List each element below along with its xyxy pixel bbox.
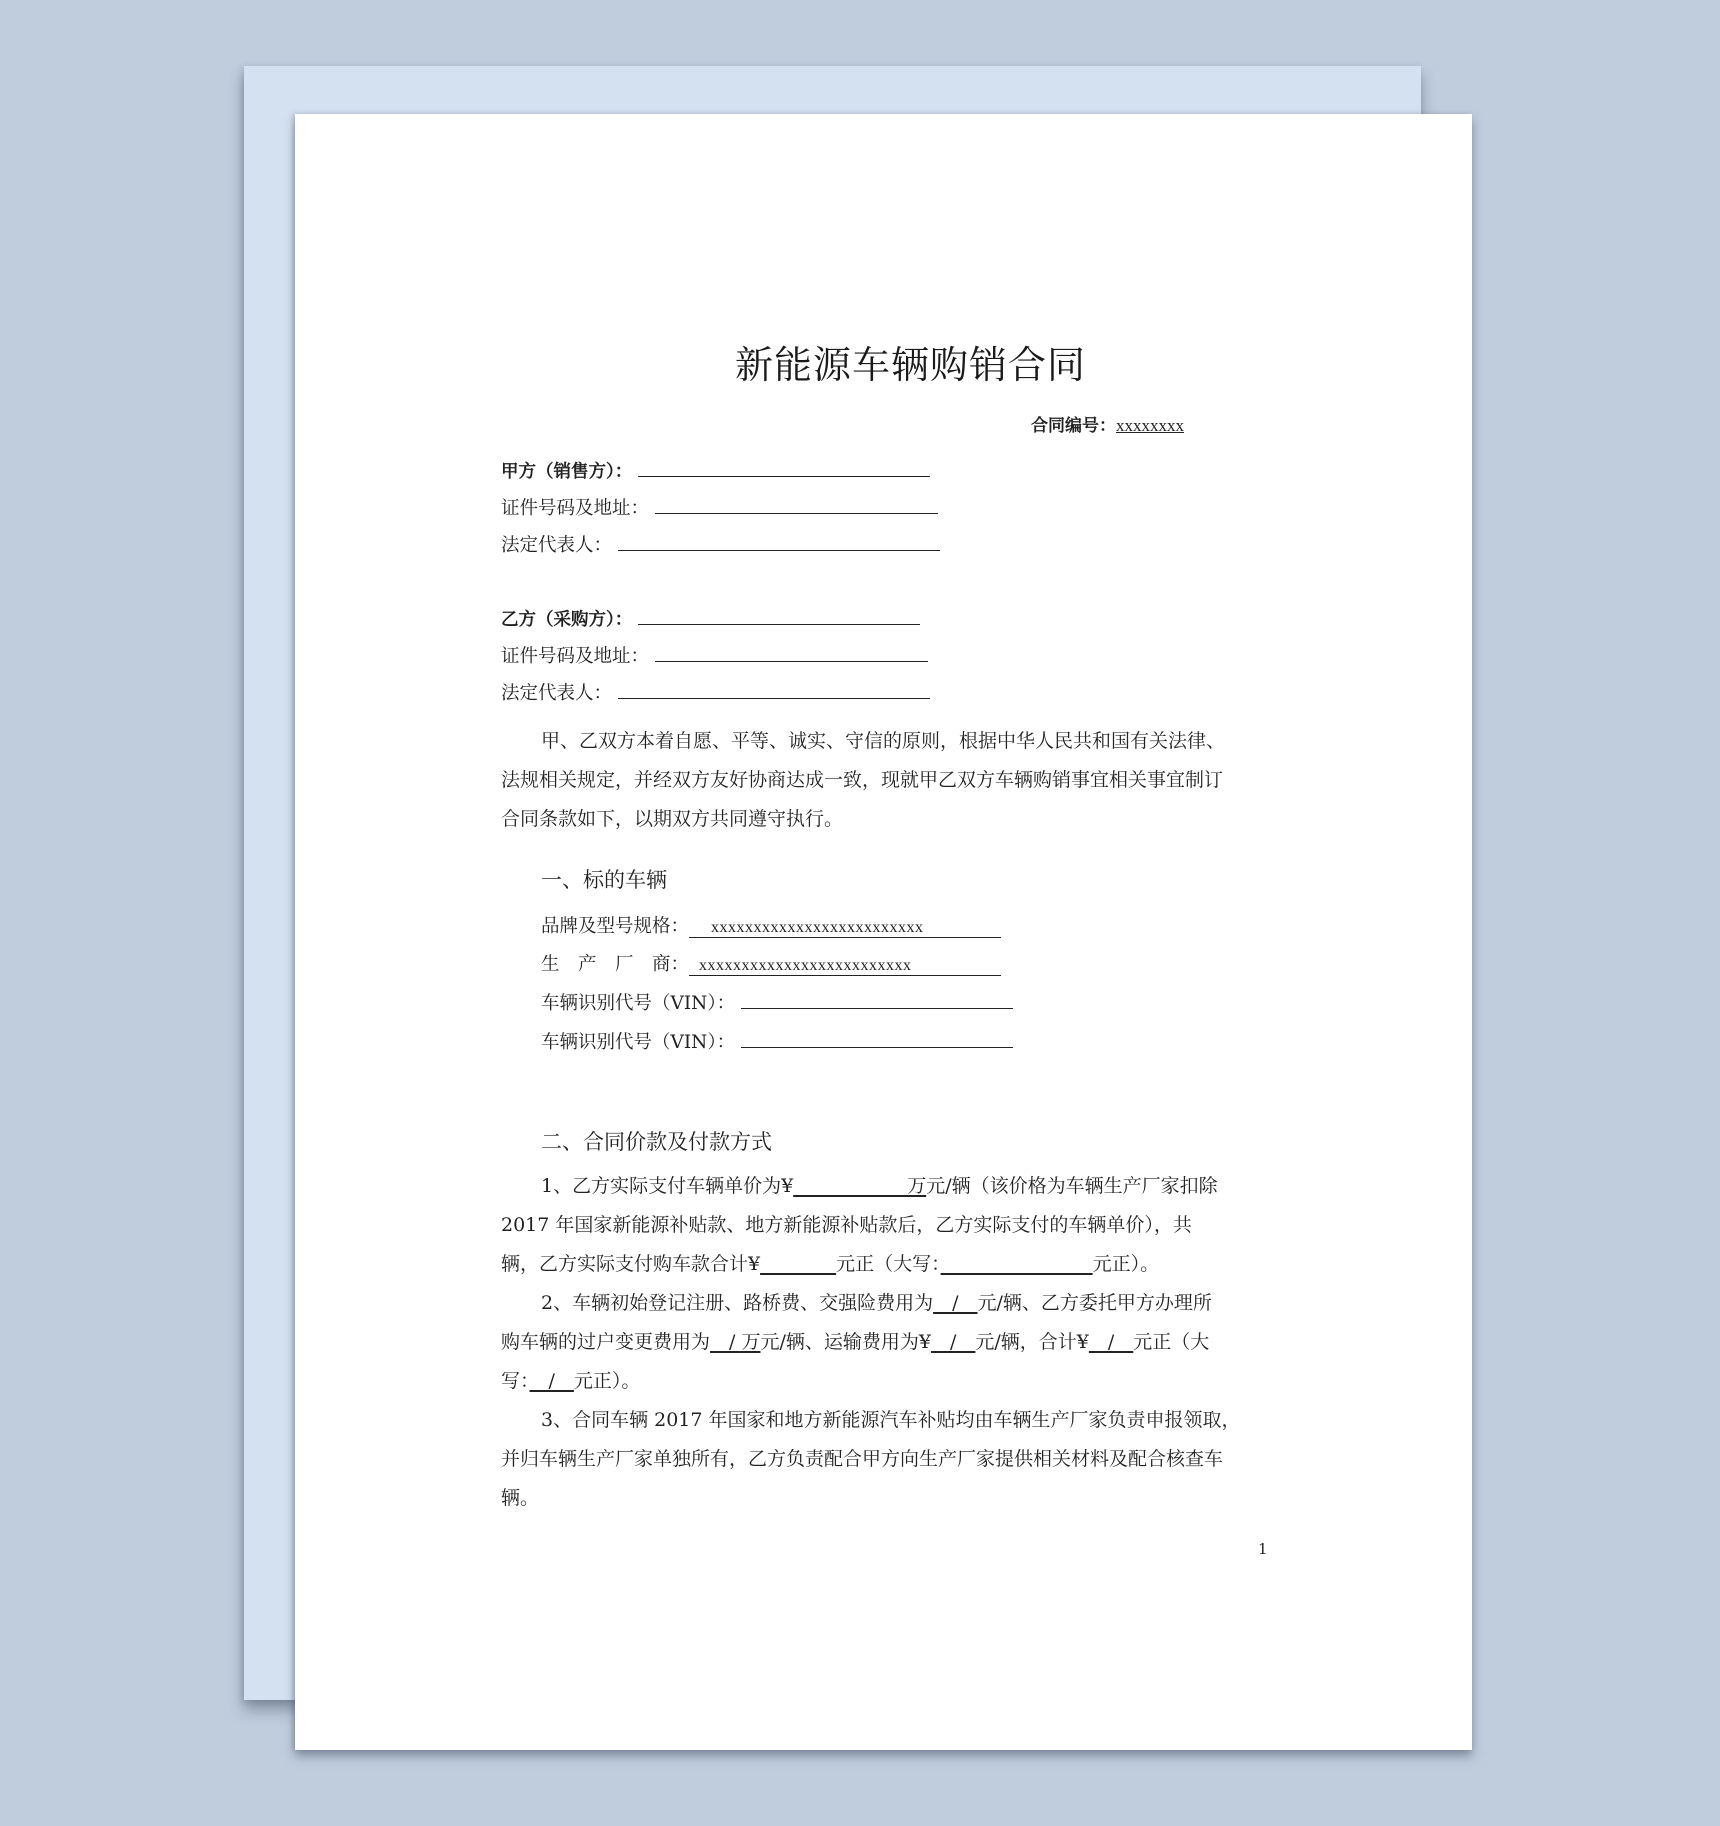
party-b-legal-rep-blank[interactable]: [618, 680, 930, 699]
party-a-legal-rep-blank[interactable]: [618, 532, 940, 551]
contract-number: [1031, 411, 1184, 436]
party-a-legal-rep-label: 法定代表人：: [501, 535, 613, 556]
vin-2-blank[interactable]: [741, 1029, 1013, 1048]
brand-model-value[interactable]: xxxxxxxxxxxxxxxxxxxxxxxxx: [689, 919, 1001, 938]
party-a-field: [501, 458, 930, 483]
document-page: [295, 114, 1472, 1750]
registration-fee-blank[interactable]: /: [933, 1292, 978, 1314]
fees-total-blank[interactable]: /: [1088, 1331, 1134, 1353]
total-price-blank[interactable]: [760, 1253, 836, 1275]
vin-1-label: 车辆识别代号（VIN）：: [541, 993, 736, 1014]
party-a-legal-rep-field: [501, 531, 940, 557]
transport-fee-blank[interactable]: /: [930, 1331, 976, 1353]
party-a-id-address-field: [501, 494, 938, 520]
contract-number-label: 合同编号：: [1031, 416, 1116, 436]
contract-number-value: xxxxxxxx: [1116, 416, 1184, 435]
total-price-words-blank[interactable]: [941, 1253, 1093, 1275]
clause-3-paragraph: 3、合同车辆 2017 年国家和地方新能源汽车补贴均由车辆生产厂家负责申报领取， 并归车辆生产厂家单独所有，乙方负责配合甲方向生产厂家提供相关材料及配合核查车 辆。: [501, 1409, 1241, 1509]
party-b-field: [501, 606, 920, 631]
fees-total-words-blank[interactable]: /: [529, 1370, 574, 1392]
manufacturer-value[interactable]: xxxxxxxxxxxxxxxxxxxxxxxxx: [689, 957, 1001, 976]
vin-1-blank[interactable]: [741, 990, 1013, 1009]
party-b-label: 乙方（采购方）：: [501, 610, 633, 630]
party-b-legal-rep-label: 法定代表人：: [501, 683, 613, 704]
document-title: 新能源车辆购销合同: [735, 343, 1087, 387]
transfer-fee-blank[interactable]: / 万: [710, 1331, 761, 1353]
vin-field-1: [541, 989, 1013, 1015]
party-a-blank[interactable]: [638, 458, 930, 477]
party-a-label: 甲方（销售方）：: [501, 462, 633, 482]
intro-paragraph: 甲、乙双方本着自愿、平等、诚实、守信的原则，根据中华人民共和国有关法律、 法规相关规定，并经双方友好协商达成一致，现就甲乙双方车辆购销事宜相关事宜制订 合同条款如下，以期双方共同遵守执行。: [501, 730, 1226, 830]
clause-2-paragraph: 2、车辆初始登记注册、路桥费、交强险费用为 / 元/辆、乙方委托甲方办理所 购车辆的过户变更费用为 / 万元/辆、运输费用为¥ / 元/辆，合计¥ / 元正（大 写： / 元正）。: [501, 1292, 1212, 1392]
section-1-heading: 一、标的车辆: [541, 868, 667, 892]
brand-model-label: 品牌及型号规格：: [541, 916, 690, 937]
party-b-id-address-label: 证件号码及地址：: [501, 646, 650, 667]
party-b-blank[interactable]: [638, 606, 920, 625]
party-b-id-address-blank[interactable]: [655, 643, 928, 662]
vin-2-label: 车辆识别代号（VIN）：: [541, 1032, 736, 1053]
party-a-id-address-blank[interactable]: [655, 495, 938, 514]
brand-model-field: [541, 912, 1001, 938]
clause-1-paragraph: 1、乙方实际支付车辆单价为¥ 万元/辆（该价格为车辆生产厂家扣除 2017 年国家新能源补贴款、地方新能源补贴款后，乙方实际支付的车辆单价），共 辆，乙方实际支付购车款合计¥ 元正（大写： 元正）。: [501, 1175, 1218, 1275]
party-b-id-address-field: [501, 642, 928, 668]
manufacturer-label: 生 产 厂 商：: [541, 954, 690, 975]
vin-field-2: [541, 1028, 1013, 1054]
page-number: 1: [1258, 1540, 1268, 1558]
party-b-legal-rep-field: [501, 679, 930, 705]
unit-price-blank[interactable]: 万: [793, 1175, 927, 1197]
party-a-id-address-label: 证件号码及地址：: [501, 498, 650, 519]
section-2-heading: 二、合同价款及付款方式: [541, 1130, 772, 1154]
manufacturer-field: [541, 950, 1001, 976]
